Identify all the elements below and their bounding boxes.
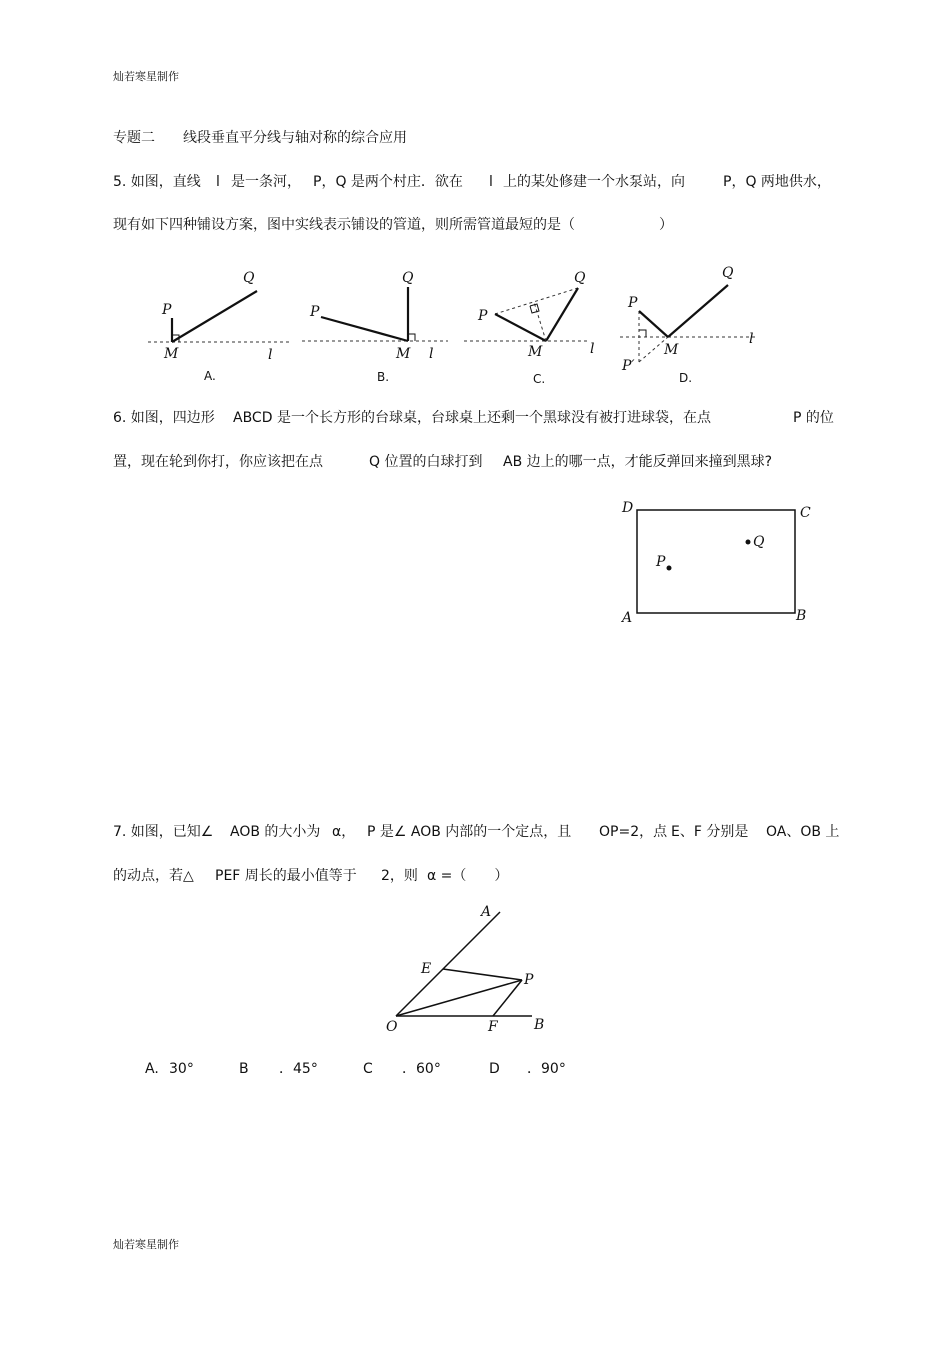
q5-text-2: 是一条河， [231,174,301,190]
fig-b-label-m: M [396,346,411,362]
fig-a-label-l: l [268,347,273,363]
fig-b-label-p: P [310,304,320,320]
fig-d-label-l: l [749,331,754,347]
q6-text-3: P 的位 [793,410,834,426]
q6-label-q: Q [753,534,765,550]
q7-option-d-value: ．90° [527,1061,566,1077]
q6-label-d: D [622,500,634,516]
q5-figure-a [140,262,300,392]
fig-b-label-q: Q [402,270,414,286]
q6-label-p: P [656,554,666,570]
q6-billiard-table [618,496,818,630]
q7-option-b-value: ．45° [279,1061,318,1077]
fig-c-label-q: Q [574,270,586,286]
q5-figure-c [460,262,610,392]
q7-text-2: AOB 的大小为 [230,824,321,840]
q6-label-c: C [800,505,811,521]
q5-figure-b [298,262,458,392]
fig-c-caption: C. [533,372,546,386]
q7-text-1: 7. 如图，已知∠ [113,824,214,840]
q6-label-a: A [622,610,633,626]
q7-option-d-letter: D [489,1061,500,1077]
q7-text-9: PEF 周长的最小值等于 [215,868,357,884]
q5-text-5: P，Q 两地供水， [723,174,831,190]
q7-text-4: P 是∠ AOB 内部的一个定点，且 [367,824,572,840]
fig-c-label-p: P [478,308,488,324]
fig-d-label-p-prime: P′ [622,358,635,374]
q6-text-6: AB 边上的哪一点，才能反弹回来撞到黑球? [503,454,773,470]
q7-angle-figure [380,898,560,1040]
q5-text-3: P，Q 是两个村庄．欲在 [313,174,463,190]
q7-text-7: OA、OB 上 [766,824,840,840]
q6-text-2: ABCD 是一个长方形的台球桌，台球桌上还剩一个黑球没有被打进球袋，在点 [233,410,711,426]
q7-label-b: B [534,1017,545,1033]
q5-var-l: l [216,174,220,190]
q7-label-f: F [488,1019,498,1035]
q7-label-p: P [524,972,534,988]
q5-text-line2: 现有如下四种铺设方案，图中实线表示铺设的管道，则所需管道最短的是（ ） [113,217,673,233]
q7-text-11: α =（ ） [427,868,509,884]
fig-c-label-l: l [590,341,595,357]
q7-label-a: A [481,904,492,920]
q7-text-5: OP=2，点 [599,824,668,840]
q5-text-1: 5. 如图，直线 [113,174,201,190]
fig-a-label-p: P [162,302,172,318]
q6-label-b: B [796,608,807,624]
q7-text-10: 2，则 [381,868,418,884]
fig-b-caption: B. [377,370,390,384]
q6-text-5: Q 位置的白球打到 [369,454,483,470]
q7-option-c-letter: C [363,1061,373,1077]
fig-d-caption: D. [679,371,693,385]
q6-text-1: 6. 如图，四边形 [113,410,215,426]
watermark-top: 灿若寒星制作 [113,70,179,83]
fig-a-caption: A. [204,369,216,383]
q7-option-b-letter: B [239,1061,249,1077]
q5-text-4: 上的某处修建一个水泵站，向 [503,174,685,190]
q7-text-6: E、F 分别是 [671,824,749,840]
fig-c-label-m: M [528,344,543,360]
q7-text-3: α， [332,824,356,840]
q7-option-a-value: 30° [169,1061,194,1077]
fig-d-label-q: Q [722,265,734,281]
section-title: 专题二 线段垂直平分线与轴对称的综合应用 [113,130,407,146]
fig-d-label-m: M [664,342,679,358]
watermark-bottom: 灿若寒星制作 [113,1238,179,1251]
q6-text-4: 置，现在轮到你打，你应该把在点 [113,454,323,470]
q7-option-c-value: ．60° [402,1061,441,1077]
fig-a-label-q: Q [243,270,255,286]
fig-b-label-l: l [429,346,434,362]
q5-figure-d [616,262,766,392]
fig-d-label-p: P [628,295,638,311]
q7-label-e: E [421,961,432,977]
fig-a-label-m: M [164,346,179,362]
q7-text-8: 的动点，若△ [113,868,194,884]
q5-var-l-2: l [489,174,493,190]
q7-label-o: O [386,1019,398,1035]
q7-option-a-letter: A. [145,1061,159,1077]
